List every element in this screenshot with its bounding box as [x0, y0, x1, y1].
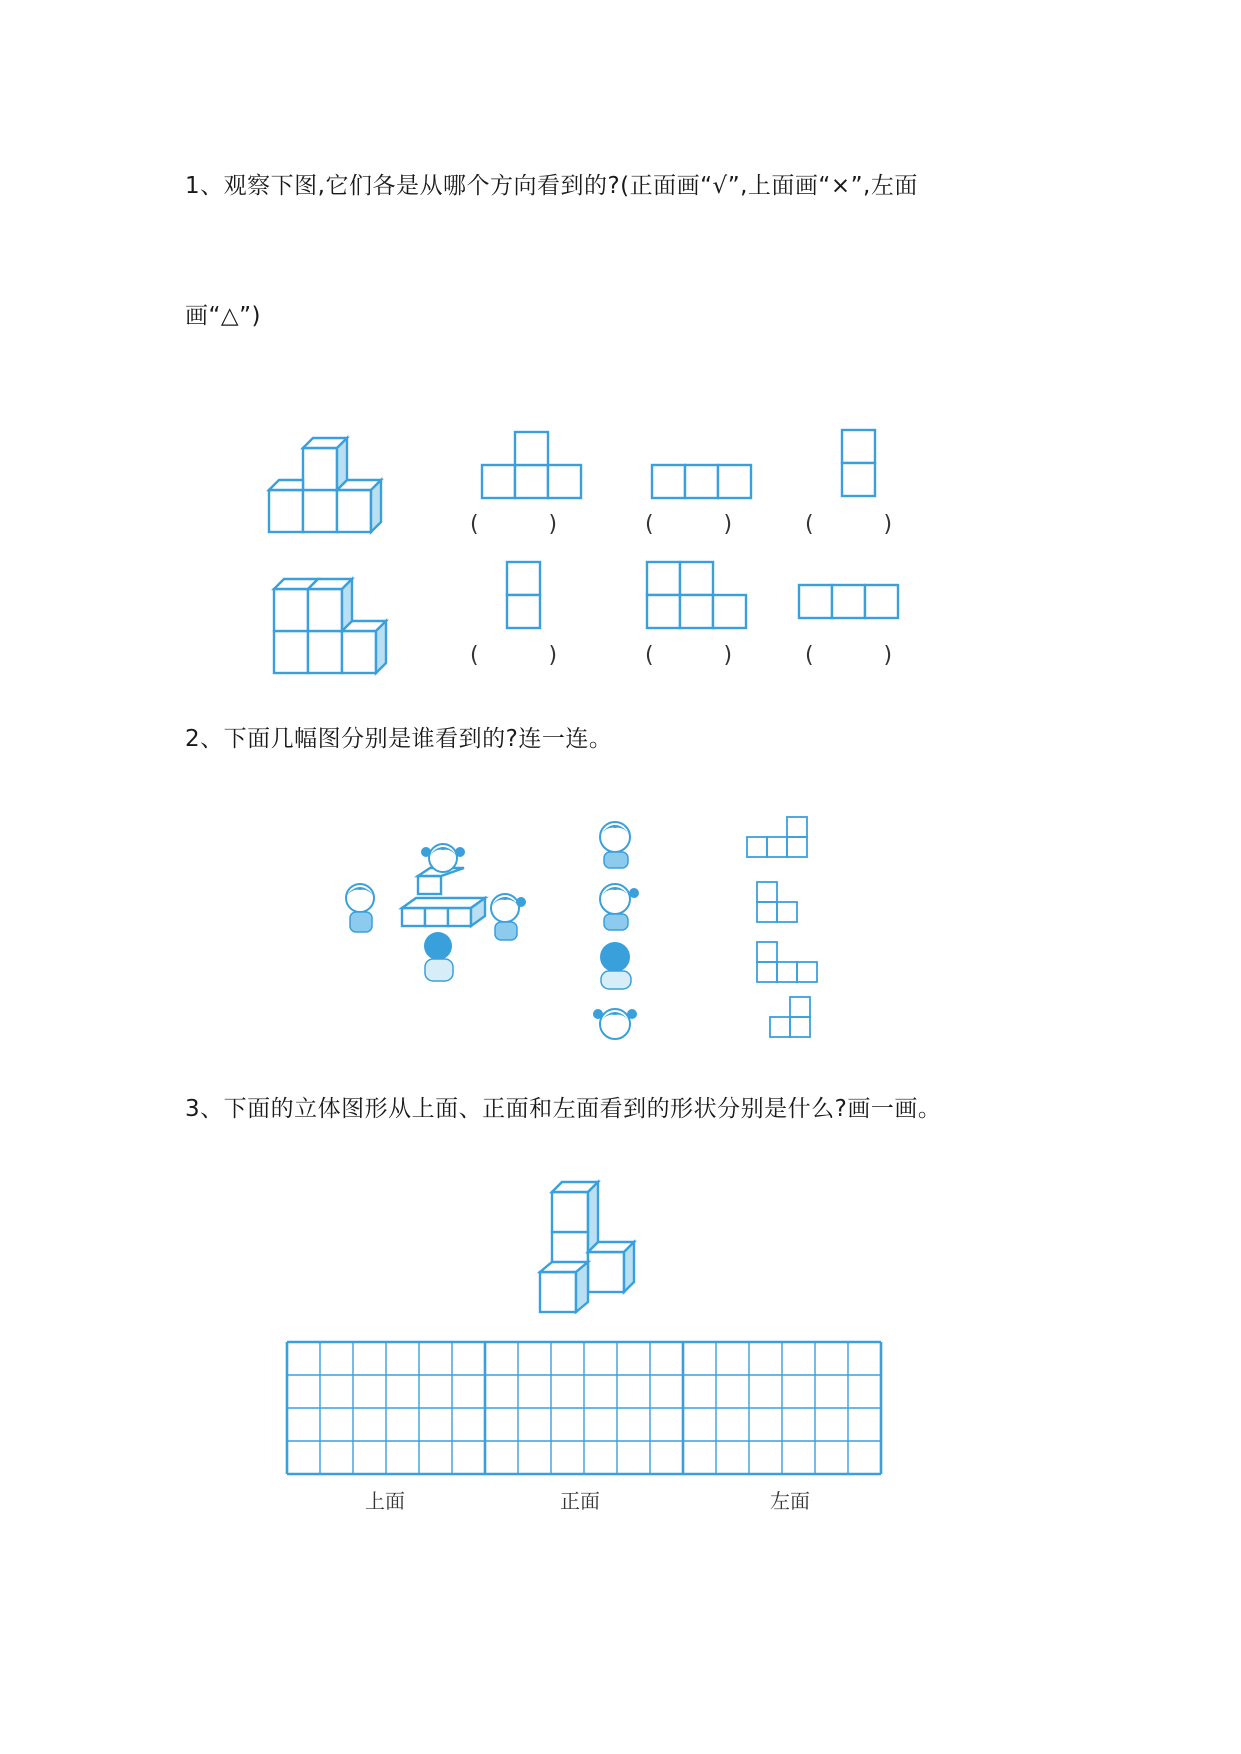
question-1-line-1: 1、观察下图,它们各是从哪个方向看到的?(正面画“√”,上面画“×”,左面 [185, 173, 918, 199]
boy-left-figure [346, 884, 374, 932]
girl-right-figure [491, 894, 526, 940]
q1-view-2b [645, 560, 755, 635]
grid-label-left: 左面 [770, 1489, 810, 1513]
answer-blank[interactable]: ( ) [805, 512, 893, 537]
answer-blank[interactable]: ( ) [645, 512, 733, 537]
q2-view-2 [755, 880, 805, 930]
grid-label-front: 正面 [560, 1489, 600, 1513]
q2-kid-boy-front [590, 815, 650, 870]
q2-kid-girl-front [590, 877, 650, 932]
scene-cubes [402, 868, 485, 926]
question-3: 3、下面的立体图形从上面、正面和左面看到的形状分别是什么?画一画。 [185, 1096, 942, 1122]
q3-solid-figure [538, 1175, 648, 1320]
q1-view-1c [840, 428, 885, 503]
question-1-line-2: 画“△”) [185, 303, 261, 329]
answer-blank[interactable]: ( ) [805, 643, 893, 668]
q2-kid-girl-top [590, 1000, 650, 1055]
q2-view-4 [768, 995, 818, 1045]
q3-drawing-grid[interactable] [285, 1340, 885, 1485]
answer-blank[interactable]: ( ) [645, 643, 733, 668]
q1-solid-figure-2 [270, 575, 400, 685]
q1-solid-figure-1 [265, 440, 395, 550]
q2-scene [340, 838, 540, 988]
q2-view-1 [745, 815, 815, 865]
answer-blank[interactable]: ( ) [470, 512, 558, 537]
answer-blank[interactable]: ( ) [470, 643, 558, 668]
q1-view-1a [480, 430, 590, 510]
question-2: 2、下面几幅图分别是谁看到的?连一连。 [185, 726, 613, 752]
q1-view-2a [505, 560, 550, 635]
q1-view-2c [797, 583, 907, 628]
boy-back-figure [424, 932, 453, 981]
q2-view-3 [755, 940, 825, 990]
grid-label-top: 上面 [365, 1489, 405, 1513]
q2-kid-boy-back [590, 937, 650, 992]
q1-view-1b [650, 463, 760, 508]
